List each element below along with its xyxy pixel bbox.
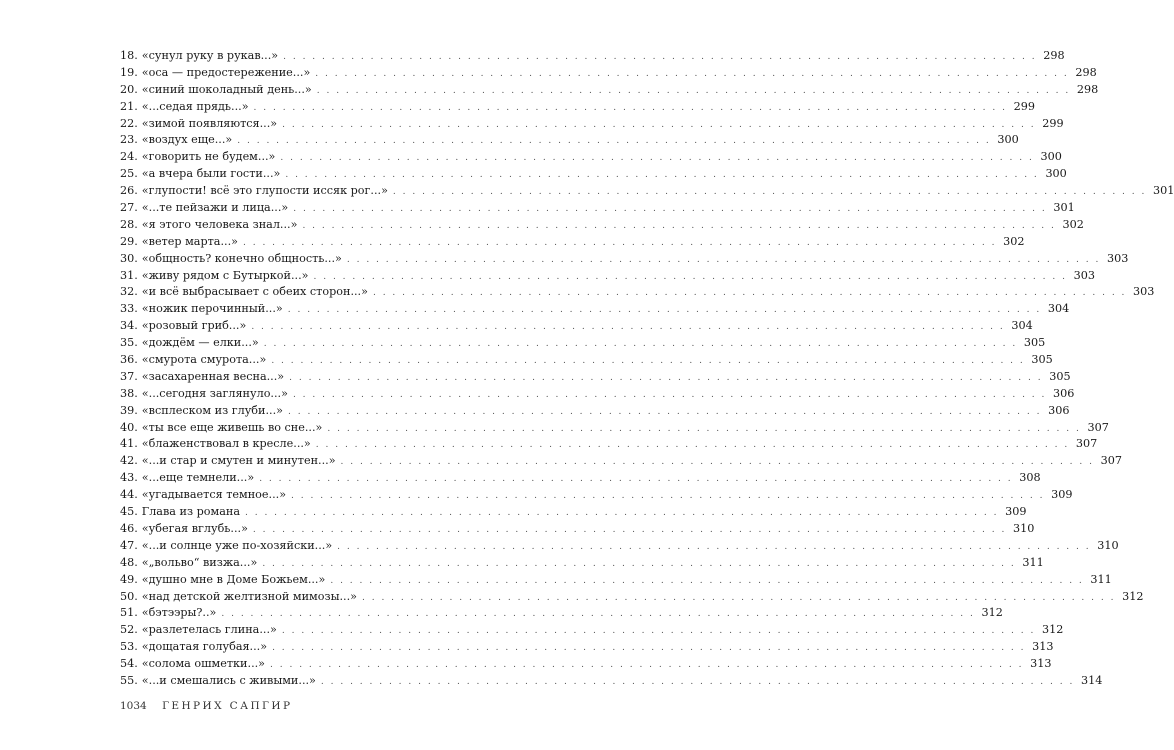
toc-entry-title: «глупости! всё это глупости иссяк рог...» — [141, 184, 388, 198]
toc-entry-page: 314 — [1080, 673, 1103, 687]
toc-dot-leader — [264, 336, 1017, 353]
toc-entry-number: 28. — [120, 217, 138, 231]
toc-entry-page: 298 — [1043, 49, 1065, 62]
toc-entry-page: 300 — [1045, 167, 1067, 181]
toc-entry-title: «общность? конечно общность...» — [141, 251, 342, 265]
toc-entry-number: 42. — [120, 454, 138, 468]
toc-entry[interactable] — [120, 420, 1109, 437]
toc-entry-page: 301 — [1053, 201, 1075, 215]
toc-entry-number: 51. — [120, 606, 138, 620]
toc-entry[interactable] — [120, 605, 1003, 622]
toc-entry-number: 19. — [120, 65, 138, 79]
toc-entry-title: «воздух еще...» — [141, 133, 233, 147]
toc-entry[interactable] — [120, 436, 1098, 453]
toc-entry[interactable] — [120, 453, 1122, 470]
toc-entry-page: 313 — [1030, 657, 1052, 671]
toc-entry-title: «смурота смурота...» — [141, 353, 267, 367]
toc-entry[interactable] — [120, 386, 1075, 403]
toc-entry-page: 304 — [1011, 319, 1033, 333]
toc-entry-title: «живу рядом с Бутыркой...» — [141, 268, 309, 282]
toc-dot-leader — [282, 117, 1035, 134]
toc-entry-number: 43. — [120, 471, 138, 485]
toc-dot-leader — [293, 387, 1046, 404]
running-head-author: ГЕНРИХ САПГИР — [162, 700, 293, 712]
toc-dot-leader — [254, 100, 1007, 117]
page-footer — [120, 700, 292, 712]
toc-dot-leader — [347, 252, 1100, 269]
toc-entry[interactable] — [120, 504, 1027, 521]
toc-dot-leader — [337, 539, 1090, 556]
toc-entry-title: «ножик перочинный...» — [141, 302, 283, 316]
toc-entry[interactable] — [120, 99, 1035, 116]
toc-entry-title: «убегая вглубь...» — [141, 521, 248, 535]
toc-entry-title: «душно мне в Доме Божьем...» — [141, 572, 326, 586]
toc-dot-leader — [341, 454, 1094, 471]
toc-entry[interactable] — [120, 521, 1035, 538]
toc-entry-page: 305 — [1049, 369, 1071, 383]
toc-entry-title: «„вольво“ визжа...» — [141, 555, 258, 569]
toc-dot-leader — [245, 505, 998, 522]
toc-entry[interactable] — [120, 622, 1064, 639]
toc-entry-page: 312 — [1122, 589, 1144, 603]
toc-entry[interactable] — [120, 82, 1099, 99]
toc-entry-title: «оса — предостережение...» — [141, 65, 311, 79]
toc-entry-page: 299 — [1013, 99, 1035, 113]
toc-dot-leader — [288, 404, 1041, 421]
toc-entry-title: «над детской желтизной мимозы...» — [141, 589, 358, 603]
toc-dot-leader — [272, 640, 1025, 657]
toc-entry[interactable] — [120, 234, 1025, 251]
toc-entry[interactable] — [120, 656, 1052, 673]
toc-entry-number: 22. — [120, 116, 138, 130]
toc-entry-page: 303 — [1133, 285, 1155, 299]
toc-entry-title: «...и стар и смутен и минутен...» — [141, 454, 336, 468]
toc-entry-title: «говорить не будем...» — [141, 150, 276, 164]
toc-entry-title: «солома ошметки...» — [141, 657, 266, 671]
toc-entry-title: «...и солнце уже по-хозяйски...» — [141, 538, 333, 552]
toc-entry-number: 25. — [120, 167, 138, 181]
toc-entry-title: «угадывается темное...» — [141, 488, 287, 502]
toc-entry[interactable] — [120, 673, 1103, 690]
toc-dot-leader — [237, 133, 990, 150]
toc-dot-leader — [327, 421, 1080, 438]
toc-entry[interactable] — [120, 301, 1070, 318]
toc-dot-leader — [362, 590, 1115, 607]
toc-entry[interactable] — [120, 470, 1041, 487]
toc-dot-leader — [289, 370, 1042, 387]
toc-dot-leader — [330, 573, 1083, 590]
toc-entry[interactable] — [120, 116, 1064, 133]
toc-entry-title: «дождём — елки...» — [141, 336, 259, 350]
toc-entry[interactable] — [120, 200, 1075, 217]
toc-entry-title: «ты все еще живешь во сне...» — [141, 420, 323, 434]
toc-entry-number: 27. — [120, 201, 138, 215]
toc-entry-title: «а вчера были гости...» — [141, 167, 281, 181]
toc-entry-number: 41. — [120, 437, 138, 451]
toc-entry-page: 311 — [1090, 572, 1112, 586]
toc-entry-title: «разлетелась глина...» — [141, 623, 277, 637]
toc-entry-number: 49. — [120, 572, 138, 586]
toc-entry-number: 33. — [120, 302, 138, 316]
toc-dot-leader — [393, 184, 1146, 201]
toc-entry-number: 30. — [120, 251, 138, 265]
toc-entry-number: 40. — [120, 420, 138, 434]
toc-dot-leader — [285, 167, 1038, 184]
toc-dot-leader — [321, 674, 1074, 691]
toc-entry-title: «я этого человека знал...» — [141, 217, 298, 231]
toc-entry-number: 48. — [120, 555, 138, 569]
toc-entry-title: «ветер марта...» — [141, 234, 238, 248]
toc-entry[interactable] — [120, 166, 1067, 183]
toc-entry[interactable] — [120, 487, 1073, 504]
toc-entry[interactable] — [120, 369, 1071, 386]
toc-entry[interactable] — [120, 65, 1097, 82]
toc-entry-title: «...сегодня заглянуло...» — [141, 386, 288, 400]
toc-dot-leader — [314, 269, 1067, 286]
toc-dot-leader — [293, 201, 1046, 218]
toc-entry-number: 38. — [120, 386, 138, 400]
toc-entry[interactable] — [120, 352, 1053, 369]
toc-entry-number: 53. — [120, 640, 138, 654]
toc-entry-number: 36. — [120, 353, 138, 367]
toc-entry-title: «сунул руку в рукав...» — [141, 49, 279, 62]
toc-dot-leader — [221, 606, 974, 623]
toc-entry-title: «...те пейзажи и лица...» — [141, 201, 289, 215]
toc-dot-leader — [243, 235, 996, 252]
toc-entry-title: «дощатая голубая...» — [141, 640, 268, 654]
toc-entry-number: 34. — [120, 319, 138, 333]
toc-dot-leader — [253, 522, 1006, 539]
toc-entry-title: Глава из романа — [141, 505, 241, 519]
toc-entry-page: 306 — [1048, 403, 1070, 417]
toc-entry-page: 312 — [981, 606, 1003, 620]
toc-entry-title: «бэтээры?..» — [141, 606, 217, 620]
toc-entry-page: 298 — [1075, 65, 1097, 79]
toc-entry-page: 312 — [1041, 623, 1064, 637]
toc-entry[interactable] — [120, 555, 1044, 572]
toc-entry-number: 54. — [120, 657, 138, 671]
toc-entry-number: 52. — [120, 623, 138, 637]
toc-entry-title: «блаженствовал в кресле...» — [141, 437, 311, 451]
toc-entry[interactable] — [120, 318, 1033, 335]
toc-entry-page: 298 — [1076, 82, 1099, 96]
toc-entry-page: 307 — [1087, 420, 1109, 434]
toc-entry-number: 26. — [120, 184, 138, 198]
toc-entry-page: 300 — [997, 133, 1019, 147]
toc-entry-number: 21. — [120, 99, 138, 113]
toc-entry-page: 311 — [1022, 555, 1044, 569]
toc-entry[interactable] — [120, 538, 1119, 555]
toc-entry-page: 305 — [1031, 353, 1053, 367]
toc-entry-title: «зимой появляются...» — [141, 116, 278, 130]
toc-dot-leader — [280, 150, 1033, 167]
table-of-contents — [120, 48, 1174, 690]
toc-entry[interactable] — [120, 572, 1112, 589]
toc-entry-number: 29. — [120, 234, 138, 248]
toc-entry-number: 31. — [120, 268, 138, 282]
toc-entry[interactable] — [120, 403, 1070, 420]
toc-dot-leader — [262, 556, 1015, 573]
toc-entry-page: 302 — [1003, 234, 1025, 248]
toc-entry-page: 307 — [1100, 454, 1122, 468]
toc-entry-page: 301 — [1153, 184, 1174, 198]
toc-entry[interactable] — [120, 132, 1019, 149]
toc-entry-page: 305 — [1023, 336, 1046, 350]
toc-entry-title: «всплеском из глуби...» — [141, 403, 284, 417]
toc-entry-title: «и всё выбрасывает с обеих сторон...» — [141, 285, 368, 299]
toc-entry-number: 45. — [120, 505, 138, 519]
toc-entry-page: 308 — [1019, 471, 1041, 485]
toc-entry-number: 24. — [120, 150, 138, 164]
toc-entry-title: «...седая прядь...» — [141, 99, 249, 113]
toc-entry-page: 300 — [1040, 150, 1062, 164]
toc-entry-title: «синий шоколадный день...» — [141, 82, 312, 96]
toc-entry-page: 313 — [1032, 640, 1054, 654]
toc-entry[interactable] — [120, 149, 1062, 166]
toc-dot-leader — [317, 83, 1070, 100]
toc-entry-title: «засахаренная весна...» — [141, 369, 285, 383]
toc-dot-leader — [316, 437, 1069, 454]
toc-entry[interactable] — [120, 48, 1065, 65]
toc-entry[interactable] — [120, 589, 1144, 606]
toc-entry-page: 306 — [1053, 386, 1075, 400]
toc-entry[interactable] — [120, 217, 1084, 234]
toc-entry[interactable] — [120, 335, 1046, 352]
toc-entry-page: 303 — [1073, 268, 1095, 282]
toc-entry-number: 47. — [120, 538, 138, 552]
toc-entry-page: 310 — [1013, 521, 1035, 535]
toc-entry[interactable] — [120, 268, 1095, 285]
toc-entry-page: 307 — [1075, 437, 1098, 451]
toc-entry-page: 299 — [1042, 116, 1064, 130]
toc-entry-number: 37. — [120, 369, 138, 383]
toc-entry-page: 309 — [1005, 505, 1027, 519]
toc-entry-title: «...еще темнели...» — [141, 471, 255, 485]
toc-dot-leader — [288, 302, 1041, 319]
toc-entry-page: 304 — [1047, 302, 1070, 316]
toc-entry-number: 35. — [120, 336, 138, 350]
toc-entry-number: 32. — [120, 285, 138, 299]
toc-entry-number: 55. — [120, 673, 138, 687]
toc-dot-leader — [259, 471, 1012, 488]
toc-entry-page: 309 — [1051, 488, 1073, 502]
toc-dot-leader — [315, 66, 1068, 83]
toc-entry-number: 39. — [120, 403, 138, 417]
toc-entry-number: 18. — [120, 49, 138, 62]
toc-entry-page: 303 — [1106, 251, 1129, 265]
toc-dot-leader — [373, 285, 1126, 302]
toc-entry-title: «розовый гриб...» — [141, 319, 247, 333]
toc-entry[interactable] — [120, 251, 1129, 268]
toc-dot-leader — [291, 488, 1044, 505]
toc-dot-leader — [271, 353, 1024, 370]
toc-entry-number: 44. — [120, 488, 138, 502]
toc-dot-leader — [283, 49, 1036, 66]
toc-entry[interactable] — [120, 639, 1054, 656]
toc-dot-leader — [251, 319, 1004, 336]
page-number: 1034 — [120, 700, 147, 712]
toc-entry-number: 46. — [120, 521, 138, 535]
toc-entry-number: 23. — [120, 133, 138, 147]
toc-dot-leader — [302, 218, 1055, 235]
toc-entry-page: 302 — [1062, 217, 1084, 231]
toc-entry-title: «...и смешались с живыми...» — [141, 673, 316, 687]
toc-entry-page: 310 — [1097, 538, 1119, 552]
toc-entry[interactable] — [120, 284, 1155, 301]
toc-dot-leader — [282, 623, 1035, 640]
toc-dot-leader — [270, 657, 1023, 674]
toc-entry-number: 50. — [120, 589, 138, 603]
toc-entry[interactable] — [120, 183, 1174, 200]
toc-entry-number: 20. — [120, 82, 138, 96]
